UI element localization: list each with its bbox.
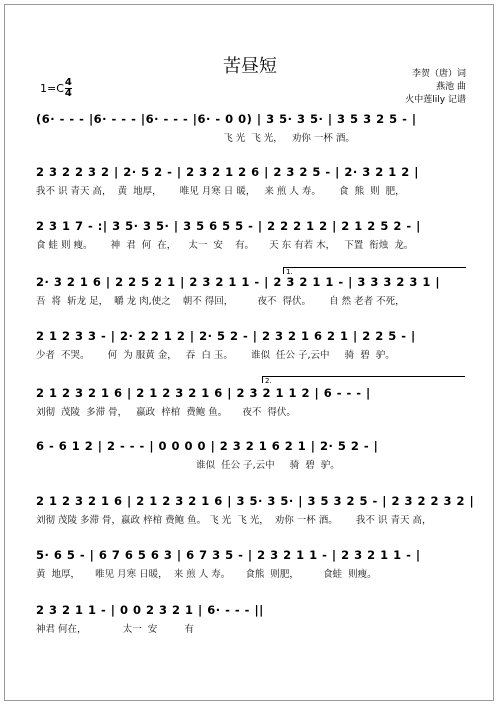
key-text: 1=C [40,82,64,95]
notes-line: 6 - 6 1 2 | 2 - - - | 0 0 0 0 | 2 3 2 1 6 2 1 | 2· 5 2 - | [36,439,379,453]
notes-line: 2 1 2 3 2 1 6 | 2 1 2 3 2 1 6 | 2 3 2 1 1 2 | 6 - - - | [36,386,371,400]
lyrics-line: 谁似 任公 子,云中 骑 碧 驴。 [36,460,340,471]
lyrics-line: 刘彻 茂陵 多滞 骨，嬴政 梓棺 费鲍 鱼。 飞 光 飞 光， 劝你 一杯 酒。 我不 识 青天 高， [36,515,432,526]
notes-line: 5· 6 5 - | 6 7 6 5 6 3 | 6 7 3 5 - | 2 3 2 1 1 - | 2 3 2 1 1 - | [36,548,421,562]
credits [405,68,466,107]
notes-line: 2· 3 2 1 6 | 2 2 5 2 1 | 2 3 2 1 1 - | 2 3 2 1 1 - | 3 3 3 2 3 1 | [36,275,441,289]
lyrics-line: 神君 何在， 太一 安 有 [36,624,194,635]
lyrics-line: 我不 识 青天 高， 黄 地厚， 唯见 月寒 日 暖， 来 煎 人 寿。 食 熊 则 肥， [36,186,405,197]
time-signature [65,78,72,99]
notes-line: 2 1 2 3 2 1 6 | 2 1 2 3 2 1 6 | 3 5· 3 5· | 3 5 3 2 5 - | 2 3 2 2 3 2 | [36,494,475,508]
score-system [36,104,466,144]
score-system [36,431,466,471]
score-system [36,157,466,197]
notes-line: (6· - - - |6· - - - |6· - - - |6· - 0 0) | 3 5· 3 5· | 3 5 3 2 5 - | [36,112,417,126]
score-system [36,378,466,418]
credit-transcriber: 火中莲lily 记谱 [405,95,466,105]
score-system [36,321,466,361]
song-title: 苦昼短 [223,56,277,77]
score-system [36,540,466,580]
notes-line: 2 3 2 1 1 - | 0 0 2 3 2 1 | 6· - - - || [36,603,264,617]
score-system [36,595,466,635]
lyrics-line: 黄 地厚， 唯见 月寒 日暖， 来 煎 人 寿。 食熊 则肥， 食蛙 则瘦。 [36,569,377,580]
credit-lyricist: 李贺（唐）词 [411,69,466,79]
time-bottom: 4 [64,88,72,99]
lyrics-line: 食 蛙 则 瘦。 神 君 何 在， 太一 安 有。 天 东 有若 木， 下置 衔烛 龙。 [36,240,414,251]
notes-line: 2 3 1 7 - :| 3 5· 3 5· | 3 5 6 5 5 - | 2 2 2 1 2 | 2 1 2 5 2 - | [36,219,421,233]
notes-line: 2 1 2 3 3 - | 2· 2 2 1 2 | 2· 5 2 - | 2 3 2 1 6 2 1 | 2 2 5 - | [36,329,416,343]
lyrics-line: 吾 将 斩龙 足， 嚼 龙 肉,使之 朝不 得回， 夜不 得伏。 自 然 老者 不死， [36,296,405,307]
credit-composer: 燕池 曲 [436,82,466,92]
time-top: 4 [64,77,72,88]
score-system [36,211,466,251]
notes-line: 2 3 2 2 3 2 | 2· 5 2 - | 2 3 2 1 2 6 | 2 3 2 5 - | 2· 3 2 1 2 | [36,165,419,179]
lyrics-line: 飞 光 飞 光， 劝你 一杯 酒。 [36,133,355,144]
volta-bracket: 2. [262,376,465,383]
volta-bracket: 1. [283,267,466,274]
key-signature [40,78,72,99]
score-system [36,486,475,526]
lyrics-line: 刘彻 茂陵 多滞 骨， 嬴政 梓棺 费鲍 鱼。 夜不 得伏。 [36,407,296,418]
lyrics-line: 少者 不哭。 何 为 服黄 金， 吞 白 玉。 谁似 任公 子,云中 骑 碧 驴。 [36,350,395,361]
